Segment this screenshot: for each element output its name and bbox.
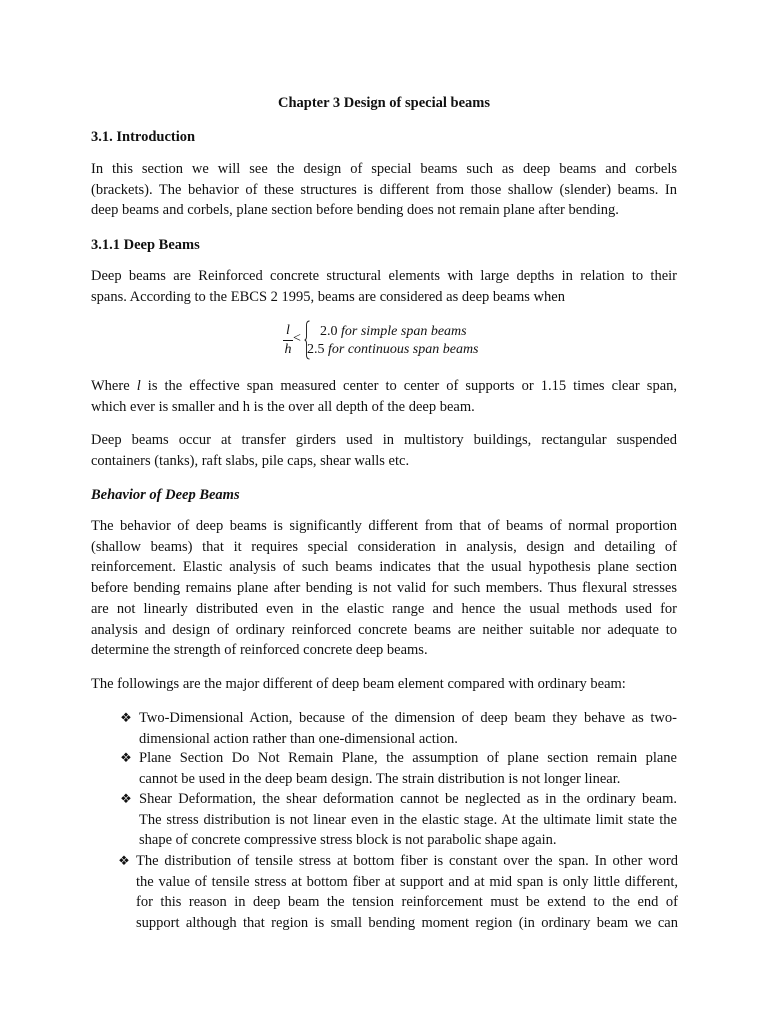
diamond-bullet-icon: ❖ bbox=[118, 853, 130, 868]
intro-paragraph bbox=[91, 159, 677, 221]
behavior-heading: Behavior of Deep Beams bbox=[91, 487, 240, 503]
deep-beam-equation bbox=[282, 320, 522, 362]
occur-paragraph bbox=[91, 430, 677, 471]
deep-beams-paragraph bbox=[91, 266, 677, 307]
paragraph-line: In this section we will see the design of special beams such as deep beams and corbels bbox=[91, 161, 677, 177]
equation-numerator: l bbox=[286, 323, 290, 338]
equation-relation: < bbox=[293, 331, 301, 346]
paragraph-line: spans. According to the EBCS 2 1995, beams are considered as deep beams when bbox=[91, 288, 565, 305]
list-item bbox=[118, 851, 678, 934]
where-prefix: Where bbox=[91, 378, 130, 394]
paragraph-line: Deep beams are Reinforced concrete structural elements with large depths in relation to their bbox=[91, 268, 677, 284]
span-symbol: l bbox=[136, 378, 141, 394]
list-item-line: Two-Dimensional Action, because of the dimension of deep beam they behave as two- bbox=[139, 710, 677, 726]
list-item-line: Shear Deformation, the shear deformation cannot be neglected as in the ordinary beam. bbox=[139, 791, 677, 807]
list-item-line: dimensional action rather than one-dimensional action. bbox=[139, 730, 458, 747]
paragraph-line: before bending remains plane after bending is not valid for such members. Thus flexural stresses bbox=[91, 580, 677, 597]
list-item-line: The distribution of tensile stress at bottom fiber is constant over the span. In other word bbox=[136, 853, 678, 869]
diamond-bullet-icon: ❖ bbox=[120, 710, 132, 725]
paragraph-line: deep beams and corbels, plane section before bending does not remain plane after bending. bbox=[91, 202, 619, 219]
equation-case-continuous bbox=[307, 341, 479, 358]
followings-paragraph bbox=[91, 674, 677, 695]
case-text: for continuous span beams bbox=[328, 342, 479, 357]
paragraph-line: reinforcement. Elastic analysis of such beams indicates that the usual hypothesis plane section bbox=[91, 559, 677, 576]
paragraph-line: (shallow beams) that it requires special consideration in analysis, design and detailing of bbox=[91, 538, 677, 555]
list-item bbox=[120, 789, 677, 851]
equation-case-simple bbox=[320, 323, 467, 340]
equation-denominator: h bbox=[284, 342, 292, 357]
case-text: for simple span beams bbox=[341, 324, 467, 339]
paragraph-line: The followings are the major different of deep beam element compared with ordinary beam: bbox=[91, 676, 626, 692]
paragraph-line: (brackets). The behavior of these structures is different from those shallow (slender) beams. In bbox=[91, 181, 677, 198]
paragraph-line: containers (tanks), raft slabs, pile caps, shear walls etc. bbox=[91, 452, 410, 469]
diamond-bullet-icon: ❖ bbox=[120, 750, 132, 765]
paragraph-line: analysis and design of ordinary reinforced concrete beams are neither suitable nor adequate to bbox=[91, 621, 677, 638]
list-item-line: support although that region is small bending moment region (in ordinary beam we can bbox=[136, 915, 678, 932]
list-item-line: Plane Section Do Not Remain Plane, the assumption of plane section remain plane bbox=[139, 750, 677, 766]
diamond-bullet-icon: ❖ bbox=[120, 791, 132, 806]
paragraph-line bbox=[91, 376, 677, 397]
behavior-paragraph bbox=[91, 516, 677, 661]
where-paragraph bbox=[91, 376, 677, 417]
list-item-line: cannot be used in the deep beam design. The strain distribution is not longer linear. bbox=[139, 770, 621, 787]
paragraph-line: The behavior of deep beams is significantly different from that of beams of normal proportion bbox=[91, 518, 677, 534]
section-heading-deep-beams: 3.1.1 Deep Beams bbox=[91, 237, 200, 253]
case-value: 2.0 bbox=[320, 324, 338, 339]
list-item-line: for this reason in deep beam the tension reinforcement must be extend to the end of bbox=[136, 894, 678, 911]
paragraph-line: Deep beams occur at transfer girders used in multistory buildings, rectangular suspended bbox=[91, 432, 677, 448]
list-item bbox=[120, 748, 677, 789]
chapter-title: Chapter 3 Design of special beams bbox=[278, 95, 490, 111]
section-heading-introduction: 3.1. Introduction bbox=[91, 129, 196, 145]
list-item-line: shape of concrete compressive stress block is not parabolic shape again. bbox=[139, 832, 557, 849]
list-item-line: The stress distribution is not linear even in the elastic stage. At the ultimate limit state the bbox=[139, 811, 677, 828]
list-item-line: the value of tensile stress at bottom fiber at support and at mid span is only little different, bbox=[136, 873, 678, 890]
where-rest: is the effective span measured center to center of supports or 1.15 times clear span, bbox=[147, 378, 678, 394]
paragraph-line: are not linearly distributed even in the elastic range and hence the usual methods used for bbox=[91, 600, 677, 617]
paragraph-line: which ever is smaller and h is the over all depth of the deep beam. bbox=[91, 398, 475, 415]
paragraph-line: determine the strength of reinforced concrete deep beams. bbox=[91, 642, 428, 659]
list-item bbox=[120, 708, 677, 749]
case-value: 2.5 bbox=[307, 342, 325, 357]
